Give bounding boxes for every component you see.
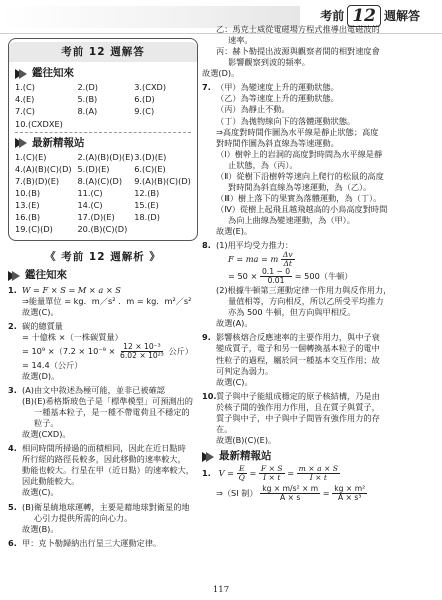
denominator: Q — [238, 473, 245, 483]
denominator: Δt — [283, 259, 292, 269]
text-line: 乙：馬克士威從電磁場方程式推導出電磁波的 — [216, 24, 380, 34]
answer-item: 15.(E) — [134, 200, 159, 211]
answer-item: 12.(B) — [134, 187, 160, 198]
answer-item: 8.(A) — [77, 106, 98, 117]
answer-item: 4.(A)(B)(C)(D) — [15, 163, 72, 174]
header-suffix: 週解答 — [383, 8, 420, 23]
divider — [15, 132, 191, 133]
text-line: 質子與中子能組成穩定的原子核結構，乃是由 — [216, 390, 380, 401]
answer-item: 16.(B) — [15, 212, 41, 223]
right-column — [202, 22, 434, 505]
text-line: 可判定為弱力。 — [216, 365, 274, 376]
answer-line: 故選(CXD)。 — [22, 429, 71, 440]
eq-post: = 500（牛頓） — [294, 271, 353, 282]
si-prefix: ⇒（SI 制） — [216, 488, 258, 499]
explain-q1 — [8, 285, 198, 318]
answer-item: 1.(C)(E) — [15, 151, 47, 162]
answer-item: 6.(C)(E) — [134, 163, 166, 174]
text-line: 相同時間所掃過的面積相同，因此在近日點時 — [22, 443, 186, 454]
eq-pre: = 50 × — [228, 271, 258, 282]
answer-item: 5.(B) — [77, 94, 98, 105]
formula-line: 1. V = $\frac{E}{Q}$ = $\frac{F \times S}{I \times t}$ = $\frac{m \times a \times S}{I \times t}$ — [202, 464, 338, 483]
text-line: 丙：赫卜勒提出波源與觀察者間的相對速度會 — [216, 46, 380, 57]
q-number: 2. — [8, 320, 17, 331]
text-line: 性粒子的過程，屬於同一種基本交互作用；故 — [216, 354, 380, 365]
explain-q6-cont — [202, 24, 434, 79]
answer-item: 4.(E) — [15, 94, 35, 105]
text-line: （乙）為等速度上升的運動狀態。 — [216, 93, 339, 104]
text-line: (B)(E)希格斯玻色子是「標準模型」可預測出的 — [22, 395, 193, 406]
text-line: 對時間為斜直線為等速運動，為（乙）。 — [228, 181, 372, 192]
answer-item: 18.(D) — [134, 212, 160, 223]
text-line: (2)根據牛頓第三運動定律一作用力與反作用力， — [216, 285, 392, 296]
formula-line — [202, 251, 434, 268]
section-latest-title: 最新精報站 — [32, 136, 85, 149]
text-line: (1)用平均受力推力： — [216, 240, 294, 251]
answer-item: 7.(C) — [15, 106, 35, 117]
answer-item: 7.(B)(D)(E) — [15, 175, 60, 186]
section-past-title: 鑑往知來 — [32, 67, 74, 80]
numerator: 0.1 − 0 — [261, 267, 291, 277]
answer-line: 故選(E)。 — [216, 226, 253, 237]
text-line: 心引力提供所需的向心力。 — [34, 512, 133, 523]
text-line: （丙）為靜止不動。 — [216, 104, 290, 115]
numerator: E — [238, 464, 245, 474]
fraction — [259, 465, 285, 482]
header-prefix: 考前 — [320, 8, 345, 23]
answer-item: 20.(B)(C)(D) — [77, 224, 128, 235]
text-line: 影響觀察到波的頻率。 — [228, 57, 310, 68]
answer-item: 2.(A)(B)(D)(E) — [77, 151, 134, 162]
denominator: 0.01 — [267, 276, 285, 286]
answer-item: 17.(D)(E) — [77, 212, 115, 223]
numerator: F × S — [260, 464, 283, 474]
text-line: = 14.4（公斤） — [22, 359, 83, 370]
fraction — [297, 465, 340, 482]
answer-item: 13.(E) — [15, 200, 40, 211]
text-line: （Ⅲ）樹上落下的果實為落體運動，為（丁）。 — [216, 192, 382, 203]
answer-line: 故選(A)。 — [216, 318, 253, 329]
text-line: （Ⅰ）樹幹上的岩洞的高度對時間為水平線是靜 — [216, 148, 383, 159]
text-line: （Ⅱ）從樹下沿樹幹等速向上爬行的松鼠的高度 — [216, 170, 384, 181]
text-line: 對時間作圖為斜直線為等速運動。 — [216, 137, 339, 148]
text-line: 所行經的路徑長較多，因此移動的速率較大， — [22, 454, 186, 465]
q-number: 10. — [202, 390, 217, 401]
explain-q7 — [202, 82, 434, 237]
text-line: 止狀態，為（丙）。 — [228, 159, 298, 170]
q-number: 5. — [8, 501, 17, 512]
answer-line: 故選(D)。 — [202, 68, 240, 79]
text-line: （Ⅳ）從樹上起飛且越飛越高的小鳥高度對時間 — [216, 204, 388, 214]
fraction — [281, 251, 295, 268]
text-line: (A)由文中敘述為極可能，並非已被確認 — [22, 384, 165, 395]
fraction — [237, 465, 247, 482]
explain-q5 — [8, 502, 198, 535]
answer-item: 10.(CXDXE) — [15, 118, 63, 129]
eq-post: 公斤） — [168, 345, 194, 356]
text-line: = 十億株 ×（一株碳質量） — [22, 331, 123, 342]
text-line: 變成質子，電子和另一個轉換基本粒子的電中 — [216, 343, 380, 354]
text-line: 亦為 500 牛頓，但方向與甲相反。 — [228, 307, 356, 318]
q-number: 8. — [202, 240, 211, 251]
q-number: 7. — [202, 82, 211, 93]
fraction — [260, 485, 320, 502]
section-past-explain-title: 鑑往知來 — [25, 269, 67, 282]
q-number: 4. — [8, 443, 17, 454]
section-latest — [15, 136, 191, 150]
explain-latest-q1 — [202, 465, 434, 502]
section-latest-explain — [202, 449, 434, 463]
text-line: 影響核熔合反應速率的主要作用力，與中子衰 — [216, 332, 380, 343]
explain-q4 — [8, 443, 198, 498]
text-line: 甲：克卜勒歸納出行星三大運動定律。 — [22, 537, 162, 548]
denominator: A × s — [280, 493, 301, 503]
explain-q9 — [202, 332, 434, 387]
answer-line: 故選(C)。 — [22, 487, 59, 498]
answer-line: 故選(C)。 — [216, 376, 253, 387]
answer-line: 故選(B)。 — [22, 523, 59, 534]
text-line: 一種基本粒子，是一種不帶電荷且不穩定的 — [34, 407, 190, 418]
text-line: ⇒高度對時間作圖為水平線是靜止狀態；高度 — [216, 126, 379, 137]
fraction — [332, 485, 367, 502]
text-line: 粒子。 — [34, 418, 59, 429]
latest-answer-grid — [15, 152, 191, 235]
text-line: （甲）為變速度上升的運動狀態。 — [216, 82, 339, 93]
answer-item: 14.(C) — [77, 200, 103, 211]
section-past — [15, 66, 191, 80]
text-line: （丁）為拋物線向下的落體運動狀態。 — [216, 115, 356, 126]
double-arrow-icon — [202, 450, 215, 463]
double-arrow-icon — [15, 67, 28, 80]
q-number: 3. — [8, 384, 17, 395]
week-number-badge: 12 — [347, 5, 381, 27]
denominator: I × t — [263, 473, 281, 483]
denominator: A × s³ — [338, 493, 362, 503]
page-number: 117 — [212, 584, 230, 595]
answer-item: 3.(CXD) — [134, 82, 167, 93]
q-number: 1. — [8, 284, 17, 295]
answer-box-title: 考前 12 週解答 — [9, 42, 197, 62]
past-answer-grid — [15, 82, 191, 129]
q-number: 9. — [202, 332, 211, 343]
explanation-title: 《 考前 12 週解析 》 — [45, 251, 161, 264]
text-line: (B)衛星繞地球運轉，主要是藉地球對衛星的地 — [22, 501, 190, 512]
section-latest-explain-title: 最新精報站 — [219, 450, 272, 462]
q-number: 6. — [8, 537, 17, 548]
formula: W = F × S = M × a × S — [22, 284, 121, 295]
answer-item: 2.(D) — [77, 82, 98, 93]
section-past-explain — [8, 268, 198, 282]
numerator: kg × m² — [334, 484, 366, 494]
explain-q8 — [202, 240, 434, 329]
si-unit-line: ⇒（SI 制） $\frac{\text{kg × m/s² × m}}{A \times s}$ = $\frac{\text{kg × m²}}{\text{A × s³}}$ — [216, 484, 366, 503]
explain-q10 — [202, 391, 434, 446]
answer-item: 3.(D)(E) — [134, 151, 167, 162]
fraction-line — [8, 343, 198, 360]
numerator: Δv — [282, 250, 293, 260]
answer-item: 1.(C) — [15, 82, 35, 93]
answer-item: 5.(D)(E) — [77, 163, 110, 174]
numerator: 12 × 10⁻³ — [123, 341, 161, 351]
unit-line: ⇒能量單位 = kg．m／s² ．m = kg．m²／s² — [22, 295, 192, 306]
explain-q6-start — [8, 538, 198, 549]
double-arrow-icon — [8, 269, 21, 282]
text-line: 量值相等，方向相反，所以乙所受平均推力 — [228, 296, 384, 307]
answer-item: 6.(D) — [134, 94, 155, 105]
text-line: 因此動能較大。 — [22, 476, 80, 487]
answer-line: 故選(D)。 — [22, 370, 60, 381]
text-line: 速率。 — [228, 35, 253, 46]
answer-line: 故選(B)(C)(E)。 — [216, 434, 277, 445]
text-line: 碳的總質量 — [22, 320, 63, 331]
left-column — [8, 38, 198, 552]
q-number: 1. — [202, 468, 211, 479]
answer-item: 10.(B) — [15, 187, 41, 198]
answer-summary-box — [8, 38, 198, 241]
explain-q2 — [8, 321, 198, 382]
numerator: m × a × S — [298, 464, 338, 474]
fraction — [118, 343, 166, 360]
text-line: 於核子間的強作用力作用，且在質子與質子， — [216, 401, 380, 412]
fraction — [260, 268, 292, 285]
answer-item: 9.(A)(B)(C)(D) — [134, 175, 191, 186]
answer-item: 8.(A)(C)(D) — [77, 175, 123, 186]
text-line: 在。 — [216, 423, 233, 434]
answer-item: 11.(C) — [77, 187, 103, 198]
text-line: 為向上曲線為變速運動，為（甲）。 — [228, 215, 355, 226]
answer-line: 故選(C)。 — [22, 306, 59, 317]
explain-q3 — [8, 385, 198, 440]
eq-pre: = 10⁹ ×（7.2 × 10⁻⁹ × — [22, 345, 116, 356]
answer-item: 19.(C)(D) — [15, 224, 53, 235]
formula: F = ma = m — [228, 254, 279, 265]
answer-item: 9.(C) — [134, 106, 155, 117]
formula: V = — [218, 468, 234, 479]
numerator: kg × m/s² × m — [262, 484, 319, 494]
text-line: 動能也較大。行星在甲（近日點）的速率較大， — [22, 465, 194, 476]
denominator: 6.02 × 10²³ — [120, 350, 164, 360]
denominator: I × t — [309, 473, 327, 483]
double-arrow-icon — [15, 136, 28, 149]
formula-line — [202, 268, 434, 285]
text-line: 質子與中子，中子與中子間皆有強作用力的存 — [216, 412, 380, 423]
